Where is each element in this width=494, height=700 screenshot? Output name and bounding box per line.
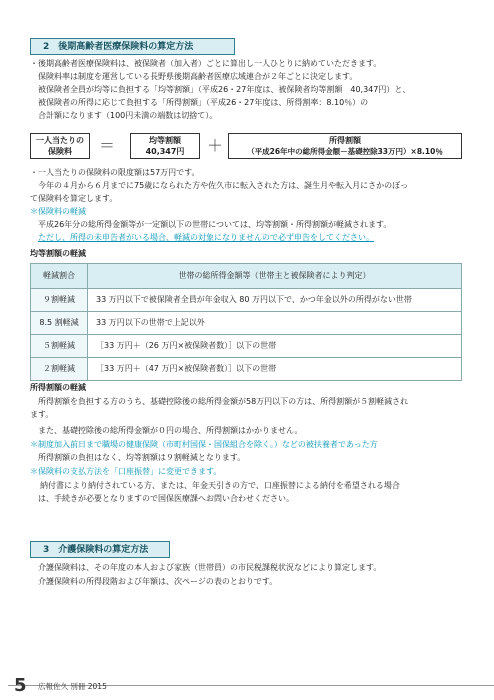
income-rate-value: （平成26年中の総所得金額－基礎控除33万円）×8.10％ xyxy=(247,147,443,156)
page-number: 5 xyxy=(14,675,27,696)
flat-reduction-heading: 均等割額の軽減 xyxy=(30,249,86,258)
income-reduction-line-3: また、基礎控除後の総所得金額が０円の場合、所得割額はかかりません。 xyxy=(38,426,303,435)
section-3-line-2: 介護保険料の所得段階および年額は、次ページの表のとおりです。 xyxy=(38,577,278,586)
income-rate-title: 所得割額 xyxy=(329,136,361,145)
flat-rate-box xyxy=(130,133,200,159)
income-note-1: ＊制度加入前日まで職場の健康保険（市町村国保・国保組合を除く。）などの被扶養者であった方 xyxy=(30,440,378,449)
section-3-title: 3 介護保険料の算定方法 xyxy=(43,545,149,555)
income-reduction-heading: 所得割額の軽減 xyxy=(30,383,86,392)
income-rate-box xyxy=(228,133,462,159)
section-3-heading xyxy=(30,541,170,558)
intro-line-4: 被保険者の所得に応じて負担する「所得割額」（平成26・27年度は、所得割率：8.10％）の xyxy=(38,98,369,107)
reduction-ratio: ９割軽減 xyxy=(31,289,88,312)
table-row xyxy=(31,335,462,358)
reduction-line-1: 平成26年分の総所得金額等が一定額以下の世帯については、均等割額・所得割額が軽減されます。 xyxy=(38,220,392,229)
reduction-title: ＊保険料の軽減 xyxy=(30,207,86,216)
per-person-premium-label: 一人当たりの 保険料 xyxy=(36,136,84,156)
reduction-criteria: ［33 万円＋（47 万円×被保険者数）］以下の世帯 xyxy=(88,358,462,381)
income-reduction-line-1: 所得割額を負担する方のうち、基礎控除後の総所得金額が58万円以下の方は、所得割額が５割軽減され xyxy=(38,397,409,406)
flat-rate-title: 均等割額 xyxy=(149,136,181,145)
reduction-criteria: ［33 万円＋（26 万円×被保険者数）］以下の世帯 xyxy=(88,335,462,358)
table-header-row xyxy=(31,264,462,289)
equals-sign: ＝ xyxy=(99,136,116,155)
section-2-heading xyxy=(30,38,235,55)
section-2-title: 2 後期高齢者医療保険料の算定方法 xyxy=(43,42,194,52)
table-row xyxy=(31,312,462,335)
reduction-criteria: 33 万円以下で被保険者全員が年金収入 80 万円以下で、かつ年金以外の所得がない世帯 xyxy=(88,289,462,312)
reduction-ratio: 8.5 割軽減 xyxy=(31,312,88,335)
table-header-ratio: 軽減割合 xyxy=(31,264,88,289)
section-3-line-1: 介護保険料は、その年度の本人および家族（世帯員）の市民税課税状況などにより算定します。 xyxy=(38,563,382,572)
reduction-ratio: ２割軽減 xyxy=(31,358,88,381)
payment-method-line-1: 納付書により納付されている方、または、年金天引きの方で、口座振替による納付を希望される場合 xyxy=(40,481,400,490)
table-row xyxy=(31,289,462,312)
intro-line-3: 被保険者全員が均等に負担する「均等割額」（平成26・27年度は、被保険者均等割額 40,347円）と、 xyxy=(38,85,411,94)
intro-line-5: 合計額になります（100円未満の端数は切捨て）。 xyxy=(38,111,218,120)
reduction-ratio: ５割軽減 xyxy=(31,335,88,358)
payment-method-note: ＊保険料の支払方法を「口座振替」に変更できます。 xyxy=(30,467,222,476)
flat-reduction-table xyxy=(30,263,462,381)
limit-line-2: 今年の４月から６月までに75歳になられた方や佐久市に転入された方は、誕生月や転入月にさかのぼっ xyxy=(38,181,409,190)
payment-method-line-2: は、手続きが必要となりますので国保医療課へお問い合わせください。 xyxy=(38,494,294,503)
intro-line-1: ・後期高齢者医療保険料は、被保険者（加入者）ごとに算出し一人ひとりに納めていただきます。 xyxy=(30,59,382,68)
plus-sign: ＋ xyxy=(207,136,224,155)
limit-line-3: て保険料を算定します。 xyxy=(30,194,118,203)
publication-name: 広報佐久 別冊 2015 xyxy=(38,682,107,691)
reduction-criteria: 33 万円以下の世帯で上記以外 xyxy=(88,312,462,335)
reduction-line-2: ただし、所得の未申告者がいる場合、軽減の対象になりませんので必ず申告をしてください。 xyxy=(38,233,374,242)
intro-line-2: 保険料率は制度を運営している長野県後期高齢者医療広域連合が２年ごとに決定します。 xyxy=(38,72,358,81)
income-note-1-sub: 所得割額の負担はなく、均等割額は９割軽減となります。 xyxy=(38,453,246,462)
per-person-premium-box xyxy=(30,133,90,159)
limit-line-1: ・一人当たりの保険料の限度額は57万円です。 xyxy=(30,168,200,177)
income-reduction-line-2: ます。 xyxy=(30,410,54,419)
flat-rate-value: 40,347円 xyxy=(145,147,185,156)
table-header-criteria: 世帯の総所得金額等（世帯主と被保険者により判定） xyxy=(88,264,462,289)
table-row xyxy=(31,358,462,381)
